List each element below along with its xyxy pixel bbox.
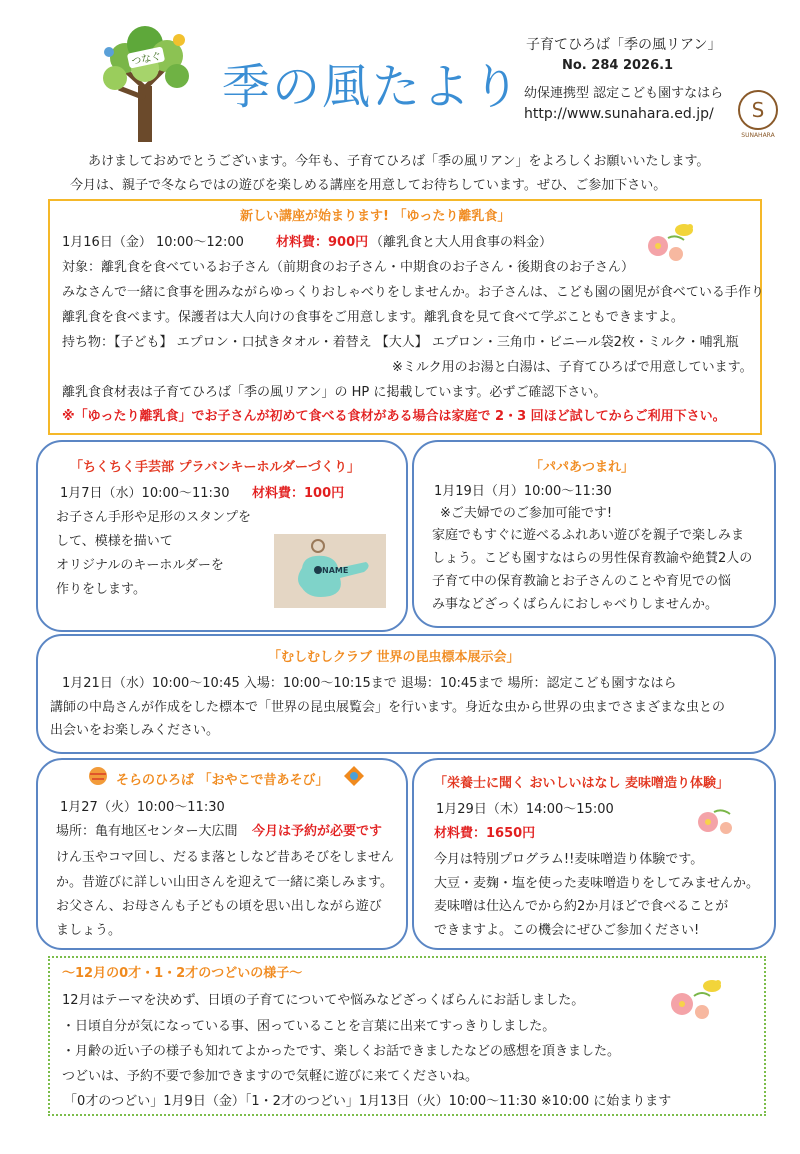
miso-line-2: 大豆・麦麹・塩を使った麦味噌造りをしてみませんか。 xyxy=(434,876,760,891)
tsudoi-line-5: 「0才のつどい」1月9日（金）「1・2才のつどい」1月13日（火）10:00～11:30 ※10:00 に始まります xyxy=(64,1094,672,1109)
sora-line-1: けん玉やコマ回し、だるま落としなど昔あそびをしません xyxy=(56,850,395,865)
intro-line-1: あけましておめでとうございます。今年も、子育てひろば「季の風リアン」をよろしくお願いいたします。 xyxy=(88,154,710,169)
mushi-line-1: 1月21日（水）10:00～10:45 入場：10:00～10:15まで 退場：10:45まで 場所：認定こども園すなはら xyxy=(62,676,677,691)
sora-place: 場所：亀有地区センター大広間 xyxy=(56,824,238,839)
website-link[interactable]: http://www.sunahara.ed.jp/ xyxy=(524,106,714,122)
miso-fee: 材料費：1650円 xyxy=(434,826,536,841)
rinyu-milk-note: ※ミルク用のお湯と白湯は、子育てひろばで用意しています。 xyxy=(392,360,753,375)
rinyu-hp-note: 離乳食食材表は子育てひろば「季の風リアン」の HP に掲載しています。必ずご確認下さい。 xyxy=(62,385,607,400)
intro-line-2: 今月は、親子で冬ならではの遊びを楽しめる講座を用意してお待ちしています。ぜひ、ご参加下さい。 xyxy=(70,178,667,193)
sora-reserve: 今月は予約が必要です xyxy=(252,824,383,839)
kendama-icon xyxy=(86,764,110,792)
flower-icon xyxy=(690,800,740,844)
sora-line-3: お父さん、お母さんも子どもの頃を思い出しながら遊び xyxy=(56,899,382,914)
mushi-line-2: 講師の中島さんが作成をした標本で「世界の昆虫展覧会」を行います。身近な虫から世界の虫までさまざまな虫との xyxy=(50,700,725,715)
sora-line-2: か。昔遊びに詳しい山田さんを迎えて一緒に楽しみます。 xyxy=(56,875,393,890)
flower-bird-icon-2 xyxy=(664,972,728,1026)
rinyu-warning: ※「ゆったり離乳食」でお子さんが初めて食べる食材がある場合は家庭で 2・3 回ほど試してからご利用下さい。 xyxy=(62,409,726,424)
chiku-title: 「ちくちく手芸部 プラバンキーホルダーづくり」 xyxy=(70,460,361,475)
miso-line-1: 今月は特別プログラム!!麦味噌造り体験です。 xyxy=(434,852,704,867)
papa-note: ※ご夫婦でのご参加可能です! xyxy=(440,506,613,521)
rinyu-date: 1月16日（金） 10:00～12:00 xyxy=(62,235,244,250)
school-emblem: S xyxy=(738,90,778,130)
miso-date: 1月29日（木）14:00～15:00 xyxy=(436,802,614,817)
rinyu-target: 対象：離乳食を食べているお子さん（前期食のお子さん・中期食のお子さん・後期食のお子さん） xyxy=(62,260,635,275)
newsletter-title: 季の風たより xyxy=(222,59,523,115)
chiku-date: 1月7日（水）10:00～11:30 xyxy=(60,486,230,501)
papa-title: 「パパあつまれ」 xyxy=(530,460,635,475)
tsudoi-line-3: ・月齢の近い子の様子も知れてよかったです、楽しくお話できましたなどの感想を頂きました。 xyxy=(62,1044,620,1059)
rinyu-items: 持ち物：【子ども】 エプロン・口拭きタオル・着替え 【大人】 エプロン・三角巾・ビニール袋2枚・ミルク・哺乳瓶 xyxy=(62,335,739,350)
mushi-title: 「むしむしクラブ 世界の昆虫標本展示会」 xyxy=(268,650,520,665)
koma-icon xyxy=(342,764,366,792)
emblem-caption: SUNAHARA xyxy=(741,132,775,139)
papa-line-3: 子育て中の保育教諭とお子さんのことや育児での悩 xyxy=(432,574,732,589)
sora-line-4: ましょう。 xyxy=(56,923,122,938)
tsudoi-line-1: 12月はテーマを決めず、日頃の子育てについてや悩みなどざっくばらんにお話しました。 xyxy=(62,993,585,1008)
rinyu-fee: 材料費：900円 xyxy=(276,235,369,250)
tsudoi-title: ～12月の0才・1・2才のつどいの様子～ xyxy=(62,966,303,981)
tsudoi-line-2: ・日頃自分が気になっている事、困っていることを言葉に出来てすっきりしました。 xyxy=(62,1019,556,1034)
miso-line-4: できますよ。この機会にぜひご参加ください! xyxy=(434,923,700,938)
chiku-line-4: 作りをします。 xyxy=(56,582,146,597)
miso-title: 「栄養士に聞く おいしいはなし 麦味噌造り体験」 xyxy=(434,776,730,791)
chiku-line-1: お子さん手形や足形のスタンプを xyxy=(56,510,252,525)
mushi-line-3: 出会いをお楽しみください。 xyxy=(50,723,220,738)
sora-date: 1月27（火）10:00～11:30 xyxy=(60,800,225,815)
miso-line-3: 麦味噌は仕込んでから約2か月ほどで食べることが xyxy=(434,899,729,914)
tsudoi-line-4: つどいは、予約不要で参加できますので気軽に遊びに来てくださいね。 xyxy=(62,1069,479,1084)
rinyu-fee-note: （離乳食と大人用食事の料金） xyxy=(370,235,553,250)
rinyu-desc-2: 離乳食を食べます。保護者は大人向けの食事をご用意します。離乳食を見て食べて学ぶこともできますよ。 xyxy=(62,310,684,325)
chiku-fee: 材料費：100円 xyxy=(252,486,345,501)
papa-date: 1月19日（月）10:00～11:30 xyxy=(434,484,612,499)
school-name: 幼保連携型 認定こども園すなはら xyxy=(524,86,724,101)
logo-label: つなぐ xyxy=(127,46,165,68)
chiku-line-2: して、模様を描いて xyxy=(56,534,173,549)
issue-number: No. 284 2026.1 xyxy=(562,58,674,73)
rinyu-title: 新しい講座が始まります! 「ゆったり離乳食」 xyxy=(240,209,511,224)
chiku-line-3: オリジナルのキーホルダーを xyxy=(56,558,224,573)
flower-bird-icon xyxy=(640,218,700,268)
photo-name-tag: NAME xyxy=(322,566,349,575)
tree-logo xyxy=(95,18,195,146)
papa-line-1: 家庭でもすぐに遊べるふれあい遊びを親子で楽しみま xyxy=(432,528,745,543)
org-line: 子育てひろば「季の風リアン」 xyxy=(526,37,722,53)
rinyu-desc-1: みなさんで一緒に食事を囲みながらゆっくりおしゃべりをしませんか。お子さんは、こども園の園児が食べている手作り xyxy=(62,285,764,300)
sora-title: そらのひろば 「おやこで昔あそび」 xyxy=(116,773,329,788)
papa-line-4: み事などざっくばらんにおしゃべりしませんか。 xyxy=(432,597,719,612)
papa-line-2: しょう。こども園すなはらの男性保育教諭や絶賛2人の xyxy=(432,551,753,566)
